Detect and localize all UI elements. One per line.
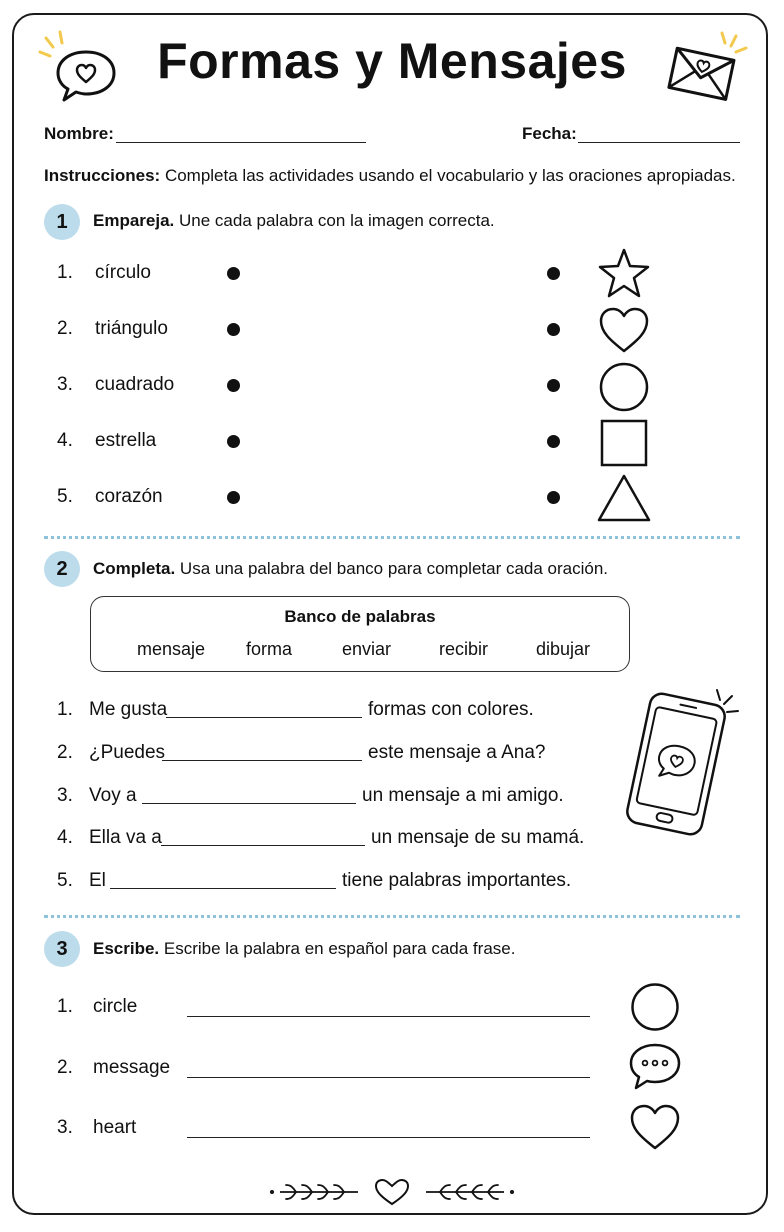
word-bank-word: mensaje [137, 639, 206, 659]
sentence-blank[interactable] [162, 760, 362, 761]
match-number: 1. [57, 262, 73, 283]
sentence-start: Me gusta [89, 699, 168, 720]
instructions-label: Instrucciones: [44, 166, 161, 185]
word-bank-word: enviar [342, 639, 392, 659]
write-number: 3. [57, 1117, 73, 1138]
date-label: Fecha: [522, 124, 577, 143]
phone-icon [624, 686, 744, 831]
sentence-number: 1. [57, 699, 73, 720]
sentence-number: 3. [57, 785, 73, 806]
speech-bubble-icon [628, 1042, 682, 1092]
match-left-dot[interactable] [227, 267, 240, 280]
sentence-start: ¿Puedes [89, 742, 166, 763]
match-number: 2. [57, 318, 73, 339]
name-label: Nombre: [44, 124, 114, 143]
square-icon [600, 419, 648, 467]
match-right-dot[interactable] [547, 379, 560, 392]
match-left-dot[interactable] [227, 323, 240, 336]
triangle-icon [596, 473, 652, 523]
sentence-blank[interactable] [142, 803, 356, 804]
write-answer-line[interactable] [187, 1137, 590, 1138]
sentence-end: formas con colores. [368, 699, 534, 720]
match-left-dot[interactable] [227, 491, 240, 504]
page-title: Formas y Mensajes [157, 33, 627, 89]
section-2-label: Completa. [93, 559, 176, 578]
section-2-number: 2 [44, 551, 80, 587]
match-left-dot[interactable] [227, 435, 240, 448]
section-1-label: Empareja. [93, 211, 175, 230]
section-3-text: Escribe la palabra en español para cada frase. [163, 939, 516, 958]
match-word: corazón [95, 486, 163, 507]
sentence-blank[interactable] [161, 845, 365, 846]
write-number: 2. [57, 1057, 73, 1078]
date-line[interactable] [578, 142, 740, 143]
match-number: 3. [57, 374, 73, 395]
match-word: círculo [95, 262, 151, 283]
match-word: estrella [95, 430, 157, 451]
match-word: triángulo [95, 318, 168, 339]
sentence-number: 2. [57, 742, 73, 763]
section-3-label: Escribe. [93, 939, 160, 958]
name-line[interactable] [116, 142, 366, 143]
sentence-end: este mensaje a Ana? [368, 742, 546, 763]
sentence-blank[interactable] [110, 888, 336, 889]
section-1-text: Une cada palabra con la imagen correcta. [179, 211, 495, 230]
match-number: 4. [57, 430, 73, 451]
heart-icon [598, 306, 650, 354]
sentence-blank[interactable] [166, 717, 362, 718]
instructions [44, 166, 736, 186]
section-3-heading [93, 939, 515, 959]
match-number: 5. [57, 486, 73, 507]
write-word: circle [93, 996, 138, 1017]
heart-icon [629, 1103, 681, 1151]
sentence-end: un mensaje a mi amigo. [362, 785, 564, 806]
sentence-number: 4. [57, 827, 73, 848]
word-bank-word: forma [246, 639, 293, 659]
write-answer-line[interactable] [187, 1077, 590, 1078]
sentence-end: tiene palabras importantes. [342, 870, 572, 891]
circle-icon [630, 982, 680, 1032]
instructions-text: Completa las actividades usando el vocabulario y las oraciones apropiadas. [164, 166, 736, 185]
match-word: cuadrado [95, 374, 175, 395]
word-bank-word: dibujar [536, 639, 591, 659]
word-bank [90, 596, 630, 672]
match-right-dot[interactable] [547, 323, 560, 336]
match-left-dot[interactable] [227, 379, 240, 392]
section-1-heading [93, 211, 495, 231]
section-3-number: 3 [44, 931, 80, 967]
sentence-start: El [89, 870, 106, 891]
sentence-number: 5. [57, 870, 73, 891]
word-bank-title: Banco de palabras [284, 607, 436, 626]
section-divider [44, 536, 740, 539]
section-divider [44, 915, 740, 918]
sentence-start: Ella va a [89, 827, 162, 848]
write-word: message [93, 1057, 171, 1078]
circle-icon [598, 361, 650, 413]
match-right-dot[interactable] [547, 267, 560, 280]
match-right-dot[interactable] [547, 491, 560, 504]
footer-ornament-icon [266, 1176, 518, 1208]
star-icon [598, 248, 650, 298]
section-1-number: 1 [44, 204, 80, 240]
write-answer-line[interactable] [187, 1016, 590, 1017]
sentence-end: un mensaje de su mamá. [371, 827, 585, 848]
section-2-text: Usa una palabra del banco para completar cada oración. [179, 559, 609, 578]
section-2-heading [93, 559, 608, 579]
write-word: heart [93, 1117, 137, 1138]
word-bank-word: recibir [439, 639, 489, 659]
write-number: 1. [57, 996, 73, 1017]
sentence-start: Voy a [89, 785, 137, 806]
match-right-dot[interactable] [547, 435, 560, 448]
